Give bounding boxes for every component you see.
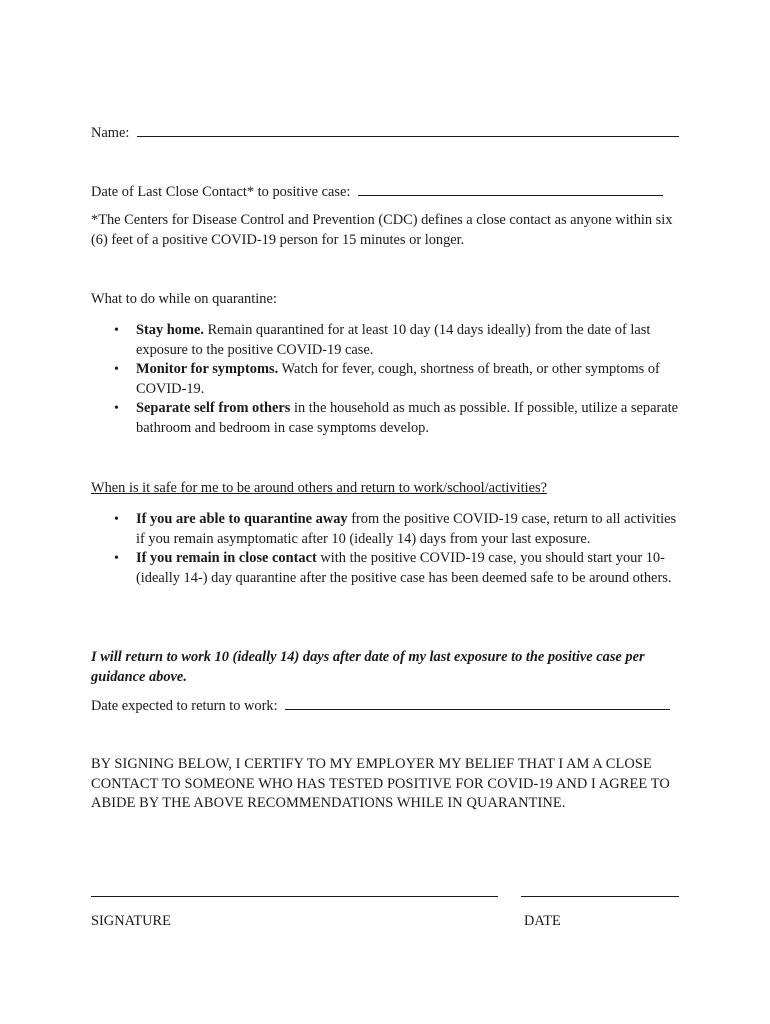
date-contact-label: Date of Last Close Contact* to positive case: [91,184,351,200]
list-item [114,549,684,588]
list-item-text: in the household as much as possible. If possible, utilize a separate bathroom and bedroom in case symptoms develop. [136,400,679,436]
date-label: DATE [524,913,561,929]
list-item [114,321,684,360]
safe-heading-text: When is it safe for me to be around others and return to work/school/activities? [91,480,547,496]
date-return-row [91,695,681,717]
date-contact-row [91,181,681,203]
list-item-text: Remain quarantined for at least 10 day (14 days ideally) from the date of last exposure to the positive COVID-19 case. [136,322,651,358]
list-item-bold: Stay home. [136,322,204,338]
safe-heading [91,479,547,499]
list-item [114,399,684,438]
name-label: Name: [91,125,130,141]
date-return-label: Date expected to return to work: [91,698,278,714]
date-contact-field[interactable] [358,181,663,196]
date-line[interactable] [521,896,679,897]
name-field[interactable] [137,122,679,137]
list-item [114,360,684,399]
certify-text: BY SIGNING BELOW, I CERTIFY TO MY EMPLOYER MY BELIEF THAT I AM A CLOSE CONTACT TO SOMEONE WHO HAS TESTED POSITIVE FOR COVID-19 AND I AGREE TO ABIDE BY THE ABOVE RECOMMENDATIONS WHILE IN QUARANTINE. [91,756,670,811]
return-statement: I will return to work 10 (ideally 14) days after date of my last exposure to the positive case per guidance above. [91,649,645,685]
quarantine-list [114,321,684,438]
list-item-text: from the positive COVID-19 case, return to all activities if you remain asymptomatic after 10 (ideally 14) days from your last exposure. [136,511,677,547]
list-item-bold: Separate self from others [136,400,291,416]
list-item-bold: If you are able to quarantine away [136,511,348,527]
list-item-text: Watch for fever, cough, shortness of breath, or other symptoms of COVID-19. [136,361,660,397]
cdc-note: *The Centers for Disease Control and Prevention (CDC) defines a close contact as anyone within six (6) feet of a positive COVID-19 person for 15 minutes or longer. [91,212,673,248]
list-item-bold: Monitor for symptoms. [136,361,279,377]
name-row [91,122,681,144]
list-item [114,510,684,549]
signature-label: SIGNATURE [91,913,171,929]
date-return-field[interactable] [285,695,670,710]
quarantine-heading: What to do while on quarantine: [91,291,277,307]
list-item-text: with the positive COVID-19 case, you should start your 10- (ideally 14-) day quarantine after the positive case has been deemed safe to be around others. [136,550,672,586]
signature-line[interactable] [91,896,498,897]
safe-list [114,510,684,588]
list-item-bold: If you remain in close contact [136,550,317,566]
